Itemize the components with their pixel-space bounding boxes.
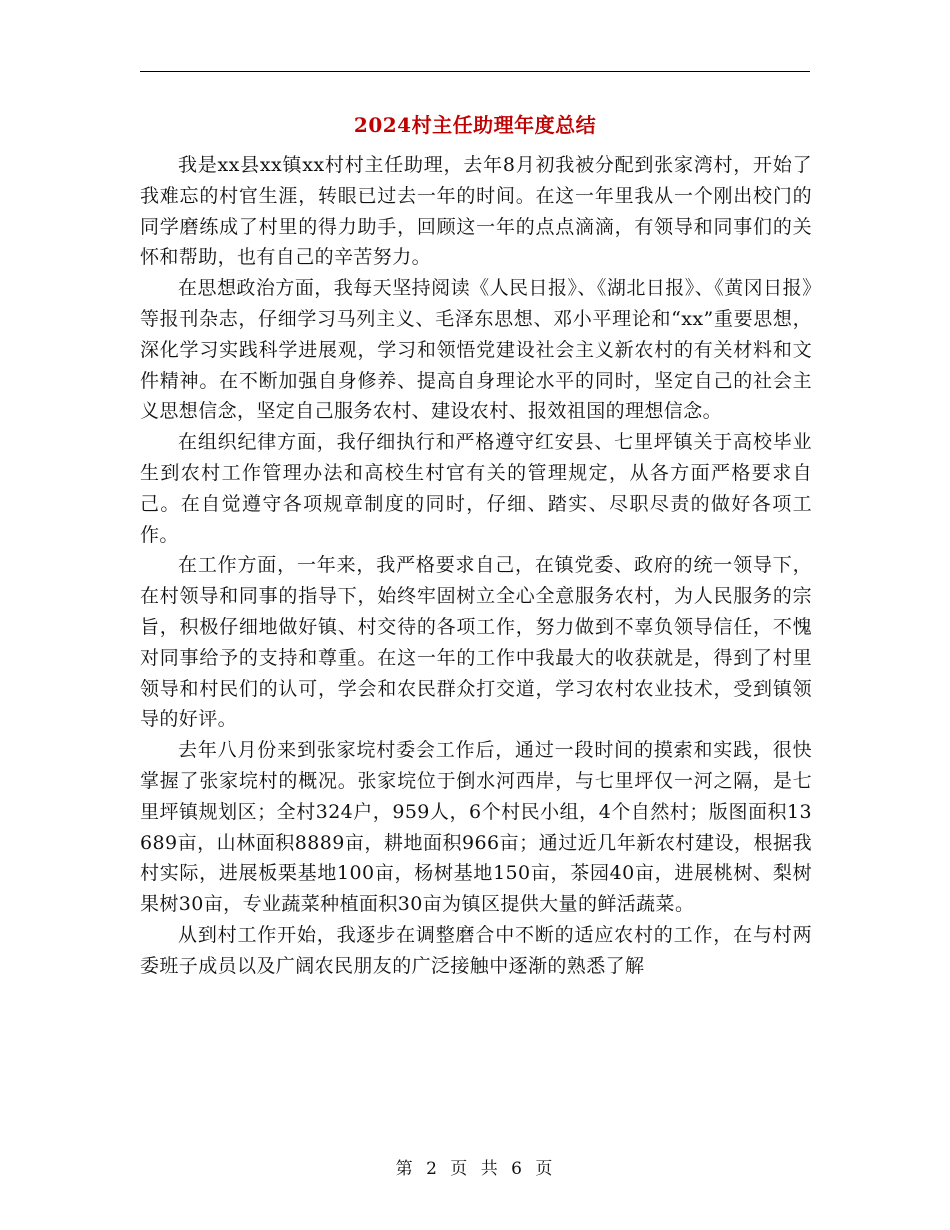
header-rule: [140, 71, 810, 72]
paragraph-political-thought: 在思想政治方面，我每天坚持阅读《人民日报》、《湖北日报》、《黄冈日报》等报刊杂志，仔细学习马列主义、毛泽东思想、邓小平理论和“xx”重要思想，深化学习实践科学进展观，学习和领悟党建设社会主义新农村的有关材料和文件精神。在不断加强自身修养、提高自身理论水平的同时，坚定自己的社会主义思想信念，坚定自己服务农村、建设农村、报效祖国的理想信念。: [140, 277, 812, 423]
page-title: 2024村主任助理年度总结: [353, 113, 597, 137]
paragraph-work: 在工作方面，一年来，我严格要求自己，在镇党委、政府的统一领导下，在村领导和同事的指导下，始终牢固树立全心全意服务农村，为人民服务的宗旨，积极仔细地做好镇、村交待的各项工作，努力做到不辜负领导信任，不愧对同事给予的支持和尊重。在这一年的工作中我最大的收获就是，得到了村里领导和村民们的认可，学会和农民群众打交道，学习农村农业技术，受到镇领导的好评。: [140, 554, 812, 731]
document-body: [140, 150, 812, 982]
paragraph-village-overview: 去年八月份来到张家垸村委会工作后，通过一段时间的摸索和实践，很快掌握了张家垸村的概况。张家垸位于倒水河西岸，与七里坪仅一河之隔，是七里坪镇规划区；全村324户，959人，6个村民小组，4个自然村；版图面积13689亩，山林面积8889亩，耕地面积966亩；通过近几年新农村建设，根据我村实际，进展板栗基地100亩，杨树基地150亩，茶园40亩，进展桃树、梨树果树30亩，专业蔬菜种植面积30亩为镇区提供大量的鲜活蔬菜。: [140, 739, 812, 916]
paragraph-intro: 我是xx县xx镇xx村村主任助理，去年8月初我被分配到张家湾村，开始了我难忘的村官生涯，转眼已过去一年的时间。在这一年里我从一个刚出校门的同学磨练成了村里的得力助手，回顾这一年的点点滴滴，有领导和同事们的关怀和帮助，也有自己的辛苦努力。: [140, 154, 812, 269]
paragraph-organizational-discipline: 在组织纪律方面，我仔细执行和严格遵守红安县、七里坪镇关于高校毕业生到农村工作管理办法和高校生村官有关的管理规定，从各方面严格要求自己。在自觉遵守各项规章制度的同时，仔细、踏实、尽职尽责的做好各项工作。: [140, 431, 812, 546]
page-number-footer: 第 2 页 共 6 页: [395, 1159, 555, 1179]
paragraph-adaptation: 从到村工作开始，我逐步在调整磨合中不断的适应农村的工作，在与村两委班子成员以及广阔农民朋友的广泛接触中逐渐的熟悉了解: [140, 923, 812, 977]
